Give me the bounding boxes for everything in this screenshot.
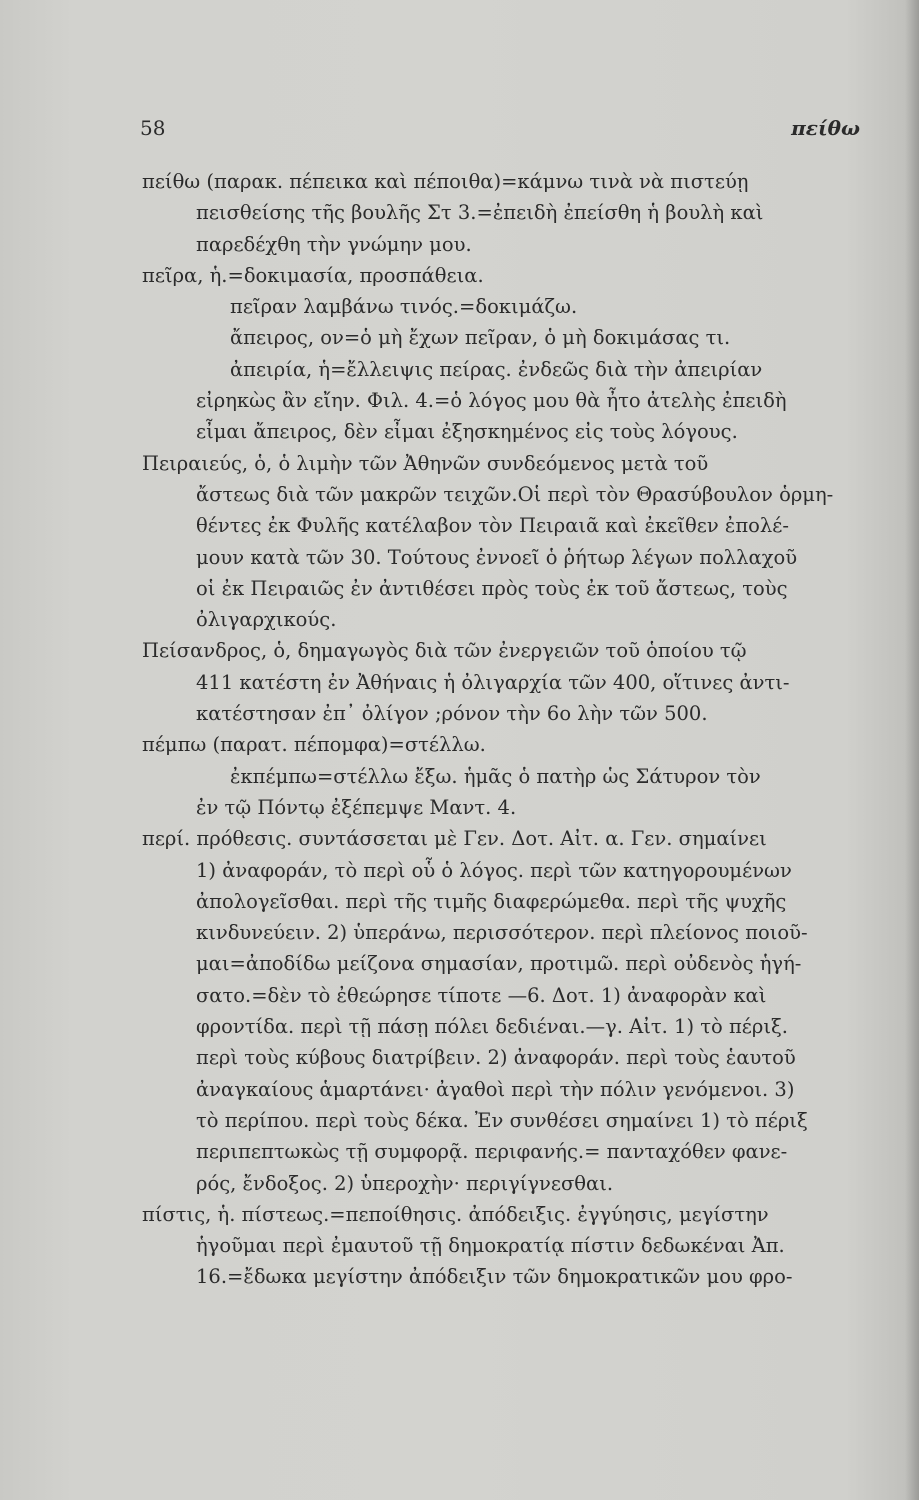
text-line: εἰρηκὼς ἂν εἴην. Φιλ. 4.=ὁ λόγος μου θὰ ἦτο ἀτελὴς ἐπειδὴ	[196, 389, 787, 413]
text-line: μαι=ἀποδίδω μείζονα σημασίαν, προτιμῶ. περὶ οὐδενὸς ἡγή-	[196, 952, 802, 976]
page-number: 58	[140, 116, 166, 140]
text-line: πέμπω (παρατ. πέπομφα)=στέλλω.	[142, 733, 486, 757]
page-spine-shadow	[905, 0, 919, 1500]
text-line: κινδυνεύειν. 2) ὑπεράνω, περισσότερον. περὶ πλείονος ποιοῦ-	[196, 921, 808, 945]
text-line: πεισθείσης τῆς βουλῆς Στ 3.=ἐπειδὴ ἐπείσθη ἡ βουλὴ καὶ	[196, 201, 764, 225]
text-line: πείθω (παρακ. πέπεικα καὶ πέποιθα)=κάμνω τινὰ νὰ πιστεύῃ	[142, 170, 749, 193]
text-line: φροντίδα. περὶ τῇ πάσῃ πόλει δεδιέναι.—γ. Αἰτ. 1) τὸ πέριξ.	[196, 1015, 788, 1039]
text-line: παρεδέχθη τὴν γνώμην μου.	[196, 232, 472, 256]
text-line: πεῖρα, ἡ.=δοκιμασία, προσπάθεια.	[142, 263, 484, 287]
text-line: ὀλιγαρχικούς.	[196, 608, 337, 632]
text-line: σατο.=δὲν τὸ ἐθεώρησε τίποτε —6. Δοτ. 1) ἀναφορὰν καὶ	[196, 983, 767, 1007]
text-line: Πειραιεύς, ὁ, ὁ λιμὴν τῶν Ἀθηνῶν συνδεόμενος μετὰ τοῦ	[142, 451, 709, 475]
dictionary-text	[142, 166, 877, 1293]
running-head: πείθω	[791, 116, 860, 140]
text-line: πεῖραν λαμβάνω τινός.=δοκιμάζω.	[230, 295, 578, 319]
text-line: ἀπειρία, ἡ=ἔλλειψις πείρας. ἐνδεῶς διὰ τὴν ἀπειρίαν	[230, 357, 763, 381]
text-line: 16.=ἔδωκα μεγίστην ἀπόδειξιν τῶν δημοκρατικῶν μου φρο-	[196, 1265, 793, 1289]
text-line: περί. πρόθεσις. συντάσσεται μὲ Γεν. Δοτ. Αἰτ. α. Γεν. σημαίνει	[142, 827, 767, 851]
text-line: πίστις, ἡ. πίστεως.=πεποίθησις. ἀπόδειξις. ἐγγύησις, μεγίστην	[142, 1202, 769, 1226]
text-line: ἄστεως διὰ τῶν μακρῶν τειχῶν.Οἱ περὶ τὸν Θρασύβουλον ὁρμη-	[196, 482, 834, 506]
text-line: 411 κατέστη ἐν Ἀθήναις ἡ ὀλιγαρχία τῶν 400, οἵτινες ἀντι-	[196, 670, 790, 694]
text-line: εἶμαι ἄπειρος, δὲν εἶμαι ἐξησκημένος εἰς τοὺς λόγους.	[196, 420, 738, 444]
text-line: 1) ἀναφοράν, τὸ περὶ οὗ ὁ λόγος. περὶ τῶν κατηγορουμένων	[196, 858, 792, 882]
text-line: ἀναγκαίους ἁμαρτάνει· ἀγαθοὶ περὶ τὴν πόλιν γενόμενοι. 3)	[196, 1077, 795, 1101]
text-line: θέντες ἐκ Φυλῆς κατέλαβον τὸν Πειραιᾶ καὶ ἐκεῖθεν ἐπολέ-	[196, 514, 789, 538]
text-line: ἀπολογεῖσθαι. περὶ τῆς τιμῆς διαφερώμεθα. περὶ τῆς ψυχῆς	[196, 889, 787, 913]
text-line: ἡγοῦμαι περὶ ἐμαυτοῦ τῇ δημοκρατίᾳ πίστιν δεδωκέναι Ἀπ.	[196, 1234, 785, 1258]
text-line: οἱ ἐκ Πειραιῶς ἐν ἀντιθέσει πρὸς τοὺς ἐκ τοῦ ἄστεως, τοὺς	[196, 576, 788, 600]
text-line: μουν κατὰ τῶν 30. Τούτους ἐννοεῖ ὁ ῥήτωρ λέγων πολλαχοῦ	[196, 545, 798, 569]
text-line: περιπεπτωκὼς τῇ συμφορᾷ. περιφανής.= πανταχόθεν φανε-	[196, 1140, 788, 1164]
page-header	[140, 116, 860, 146]
text-line: περὶ τοὺς κύβους διατρίβειν. 2) ἀναφοράν. περὶ τοὺς ἑαυτοῦ	[196, 1046, 796, 1070]
text-line: τὸ περίπου. περὶ τοὺς δέκα. Ἐν συνθέσει σημαίνει 1) τὸ πέριξ	[196, 1108, 808, 1132]
text-line: ἐν τῷ Πόντῳ ἐξέπεμψε Μαντ. 4.	[196, 795, 517, 819]
text-line: ἄπειρος, ον=ὁ μὴ ἔχων πεῖραν, ὁ μὴ δοκιμάσας τι.	[230, 326, 731, 350]
text-line: ἐκπέμπω=στέλλω ἔξω. ἡμᾶς ὁ πατὴρ ὡς Σάτυρον τὸν	[230, 764, 761, 788]
text-line: κατέστησαν ἐπ᾽ ὀλίγον ;ρόνον τὴν 6ο λὴν τῶν 500.	[196, 702, 708, 726]
text-line: ρός, ἔνδοξος. 2) ὑπεροχὴν· περιγίγνεσθαι.	[196, 1171, 614, 1195]
text-line: Πείσανδρος, ὁ, δημαγωγὸς διὰ τῶν ἐνεργειῶν τοῦ ὁποίου τῷ	[142, 639, 747, 663]
